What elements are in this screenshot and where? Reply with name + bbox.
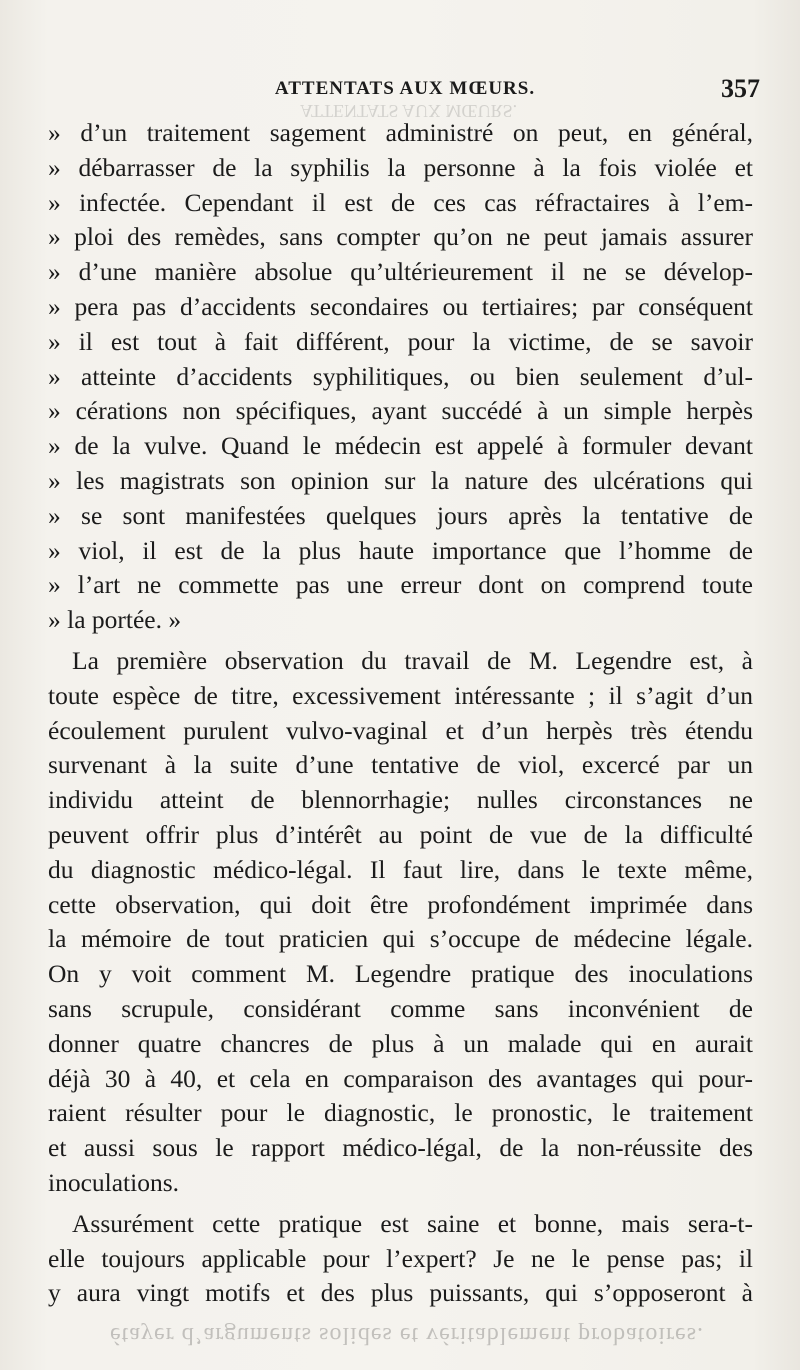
text-line: et aussi sous le rapport médico-légal, de la non-réussite des <box>48 1133 753 1163</box>
text-line: » viol, il est de la plus haute importance que l’homme de <box>48 535 753 565</box>
text-line: » les magistrats son opinion sur la nature des ulcérations qui <box>48 465 753 495</box>
text-line: elle toujours applicable pour l’expert? Je ne le pense pas; il <box>48 1243 753 1273</box>
text-line: » d’un traitement sagement administré on peut, en général, <box>48 118 753 147</box>
page-number: 357 <box>721 74 760 103</box>
text-line: » se sont manifestées quelques jours après la tentative de <box>48 500 753 530</box>
text-line: raient résulter pour le diagnostic, le pronostic, le traitement <box>48 1098 753 1128</box>
show-through-text: ATTENTATS AUX MŒURS. <box>300 101 518 121</box>
paragraph <box>48 644 753 1201</box>
text-line: » pera pas d’accidents secondaires ou tertiaires; par conséquent <box>48 291 753 321</box>
text-line: » ploi des remèdes, sans compter qu’on ne peut jamais assurer <box>48 222 753 252</box>
text-line: du diagnostic médico-légal. Il faut lire, dans le texte même, <box>48 854 753 884</box>
text-line: peuvent offrir plus d’intérêt au point de vue de la difficulté <box>48 819 753 849</box>
text-line: » d’une manière absolue qu’ultérieurement il ne se dévelop- <box>48 257 753 287</box>
show-through-text: étayer d’arguments solides et véritablement probatoires. <box>110 1322 705 1348</box>
text-line: cette observation, qui doit être profondément imprimée dans <box>48 889 753 919</box>
running-title: ATTENTATS AUX MŒURS. <box>274 78 536 99</box>
text-line: individu atteint de blennorrhagie; nulles circonstances ne <box>48 785 753 815</box>
text-line: » la portée. » <box>48 605 182 635</box>
text-line: sans scrupule, considérant comme sans inconvénient de <box>48 993 753 1023</box>
text-line: inoculations. <box>48 1167 180 1197</box>
paragraph <box>48 116 753 638</box>
text-line: écoulement purulent vulvo-vaginal et d’un herpès très étendu <box>48 715 753 745</box>
text-line: Assurément cette pratique est saine et bonne, mais sera-t- <box>72 1208 753 1238</box>
text-line: » infectée. Cependant il est de ces cas réfractaires à l’em- <box>48 187 753 217</box>
text-line: On y voit comment M. Legendre pratique des inoculations <box>48 959 753 989</box>
text-line: donner quatre chancres de plus à un malade qui en aurait <box>48 1028 753 1058</box>
text-line: » débarrasser de la syphilis la personne à la fois violée et <box>48 152 753 182</box>
text-line: La première observation du travail de M. Legendre est, à <box>72 645 753 675</box>
text-line: déjà 30 à 40, et cela en comparaison des avantages qui pour- <box>48 1063 753 1093</box>
text-line: » de la vulve. Quand le médecin est appelé à formuler devant <box>48 431 753 461</box>
text-line: » atteinte d’accidents syphilitiques, ou bien seulement d’ul- <box>48 361 753 391</box>
text-line: la mémoire de tout praticien qui s’occupe de médecine légale. <box>48 924 753 954</box>
text-line: y aura vingt motifs et des plus puissants, qui s’opposeront à <box>48 1278 753 1308</box>
paragraph <box>48 1207 753 1311</box>
page-header <box>50 74 760 108</box>
text-line: survenant à la suite d’une tentative de viol, excercé par un <box>48 750 753 780</box>
text-line: toute espèce de titre, excessivement intéressante ; il s’agit d’un <box>48 680 753 710</box>
body-text <box>48 116 753 1311</box>
text-line: » il est tout à fait différent, pour la victime, de se savoir <box>48 326 753 356</box>
text-line: » cérations non spécifiques, ayant succédé à un simple herpès <box>48 396 753 426</box>
text-line: » l’art ne commette pas une erreur dont on comprend toute <box>48 570 753 600</box>
